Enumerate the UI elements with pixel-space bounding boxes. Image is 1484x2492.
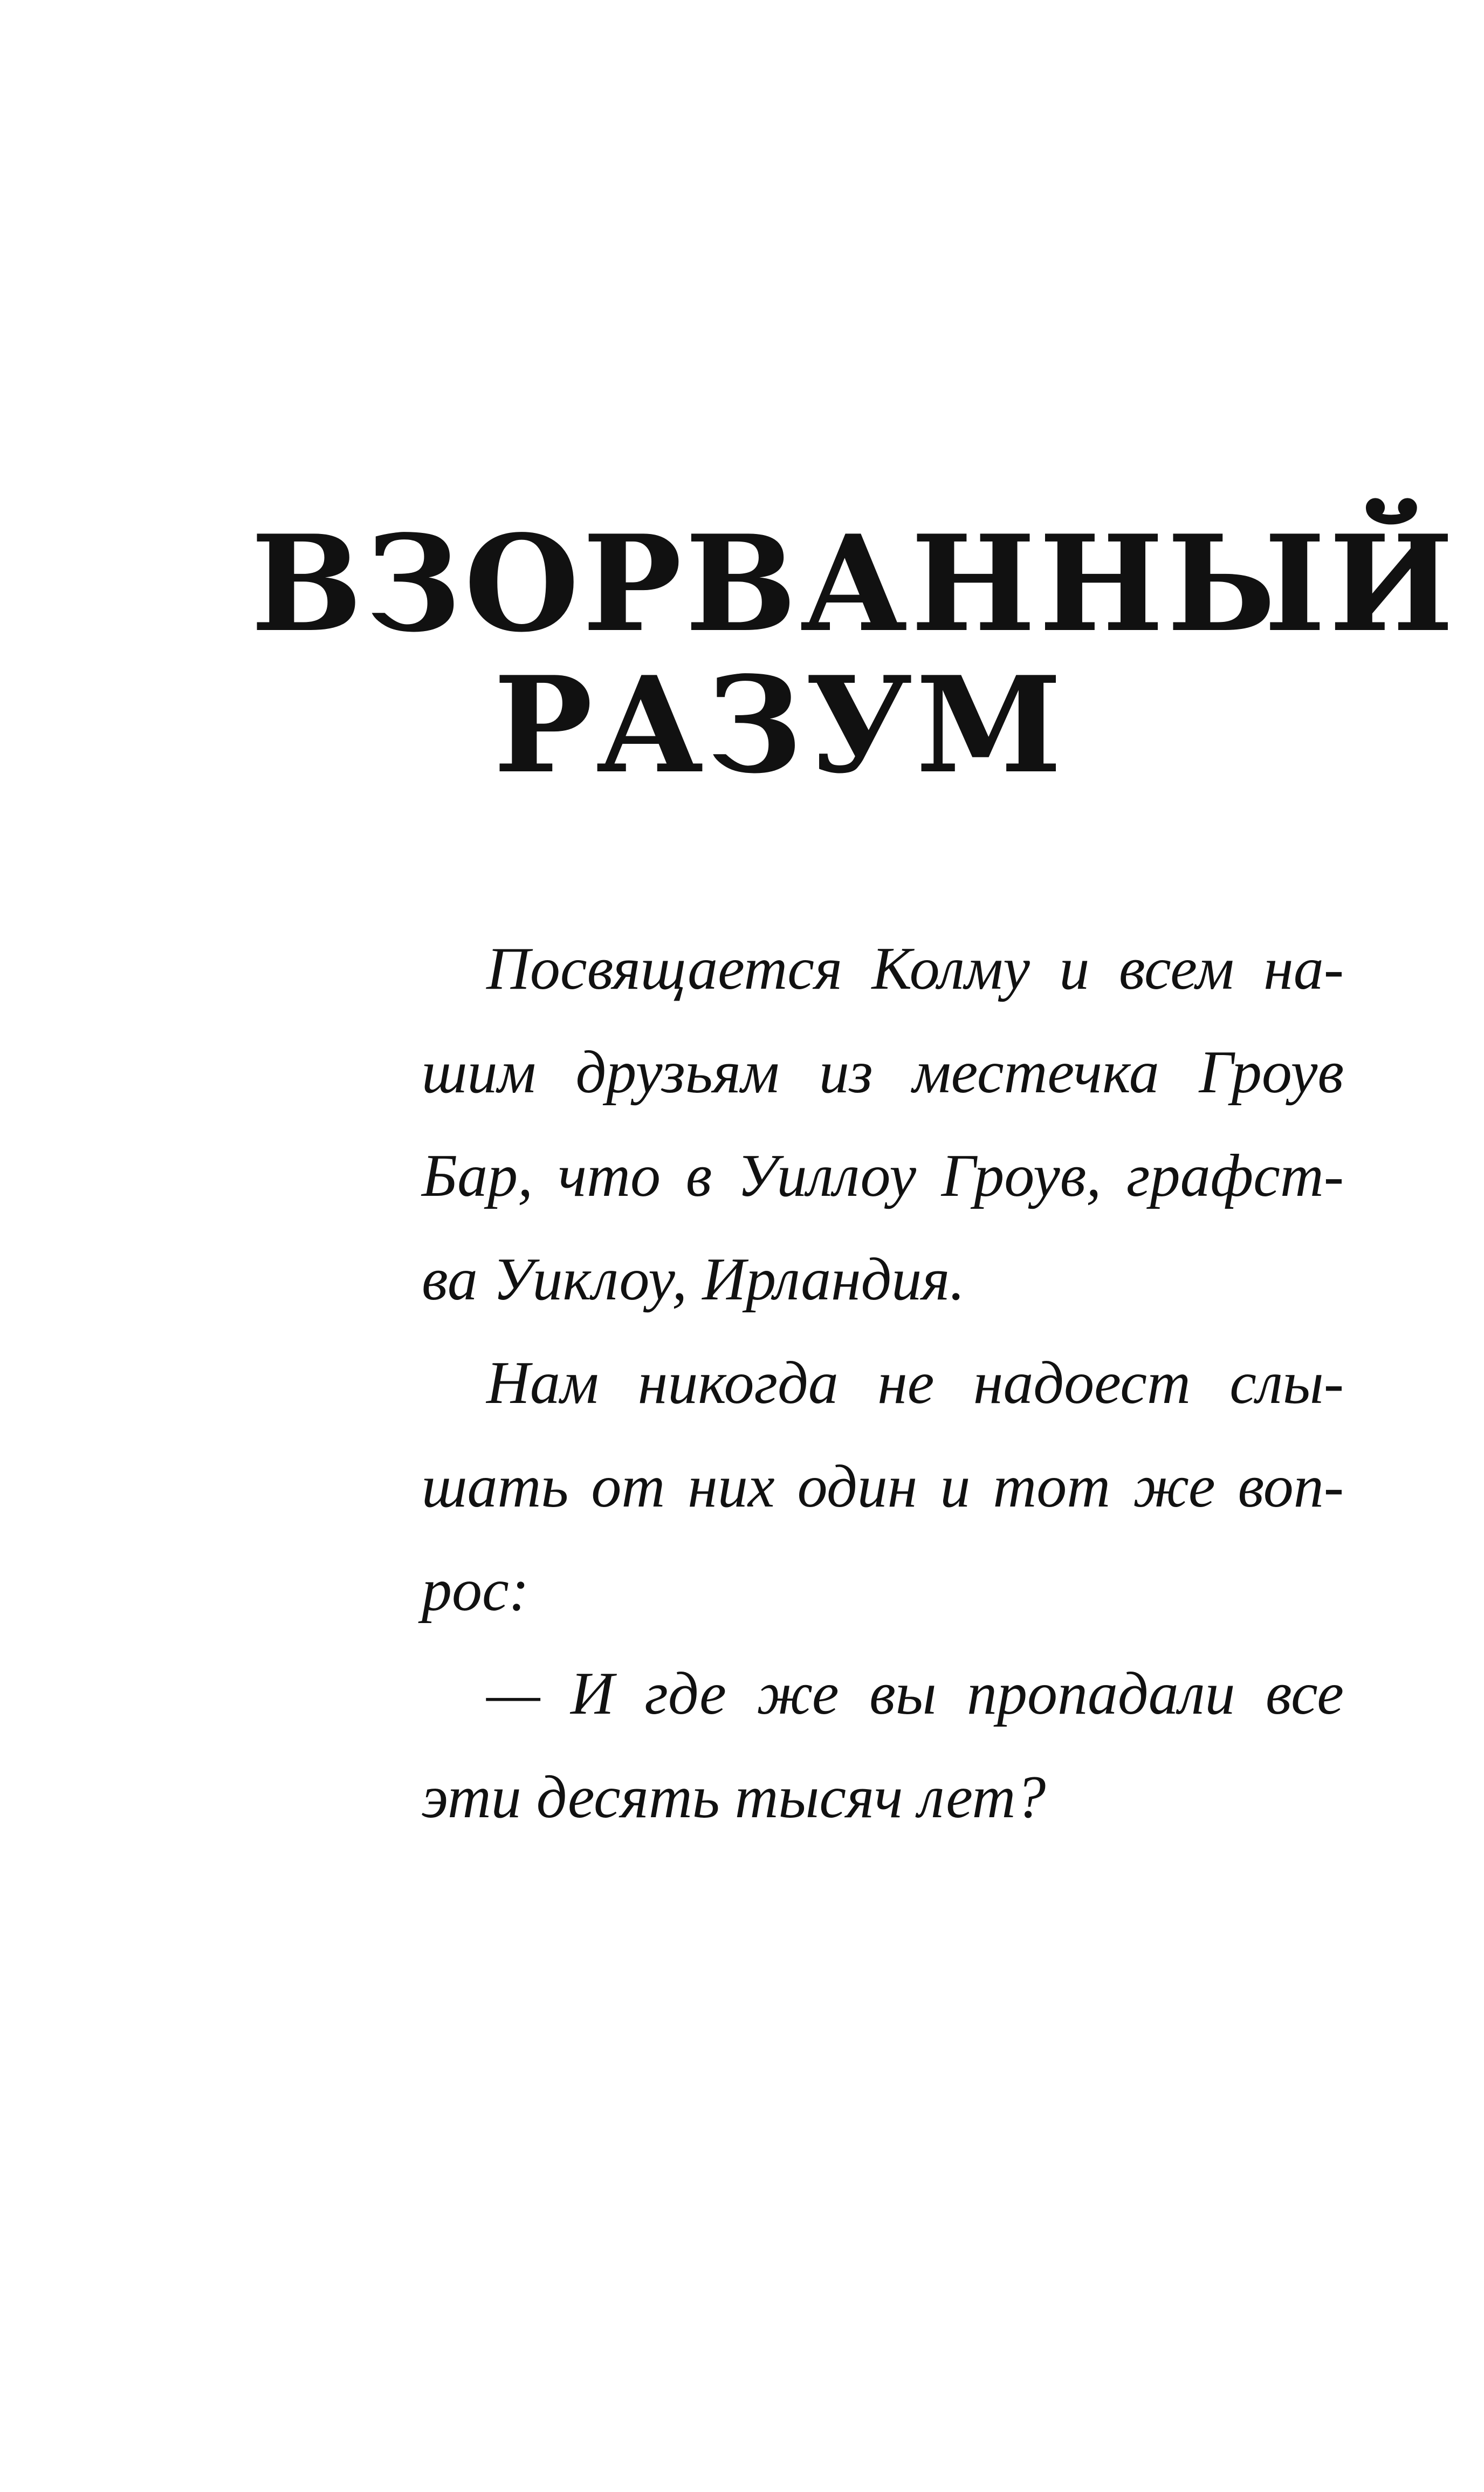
title-line-2: РАЗУМ [493, 647, 1066, 803]
dedication-line: шим друзьям из местечка Гроув [422, 1039, 1344, 1106]
dedication-line: шать от них один и тот же воп- [422, 1453, 1344, 1520]
dedication-line: рос: [422, 1557, 530, 1624]
title-line-1: ВЗОРВАННЫЙ [251, 506, 1457, 661]
dedication-line: — И где же вы пропадали все [486, 1660, 1344, 1727]
dedication-line: Посвящается Колму и всем на- [486, 935, 1344, 1002]
dedication-line: эти десять тысяч лет? [422, 1764, 1046, 1831]
dedication-line: Бар, что в Уиллоу Гроув, графст- [422, 1142, 1344, 1209]
dedication-line: Нам никогда не надоест слы- [486, 1350, 1344, 1416]
dedication-text [422, 917, 1344, 1849]
dedication-line: ва Уиклоу, Ирландия. [422, 1246, 965, 1313]
